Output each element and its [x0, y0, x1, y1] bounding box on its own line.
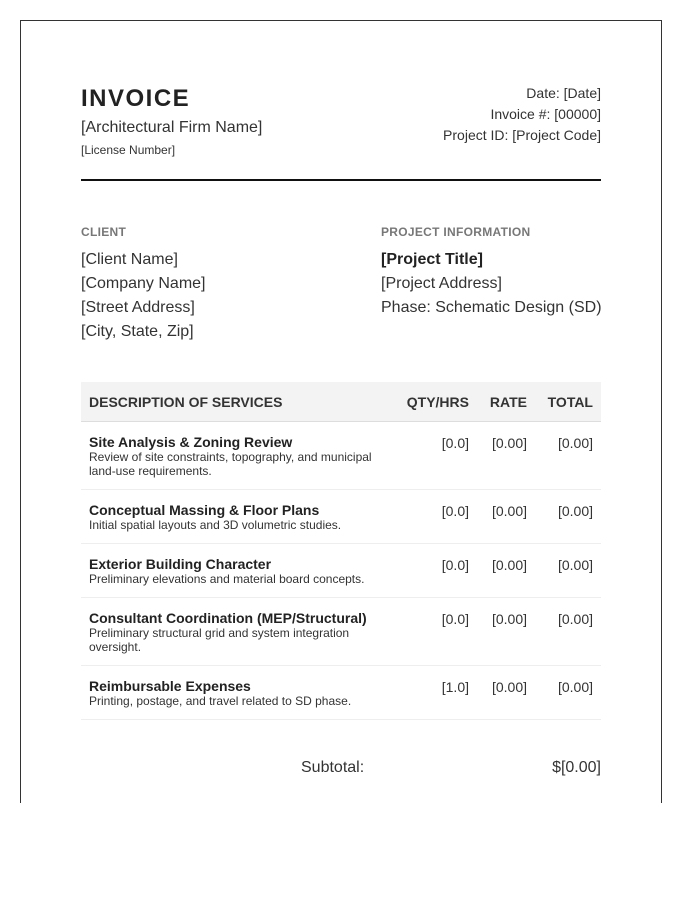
- service-total: [0.00]: [557, 503, 593, 519]
- client-city: [City, State, Zip]: [81, 323, 194, 340]
- service-qty: [0.0]: [441, 435, 469, 451]
- service-total: [0.00]: [557, 557, 593, 573]
- header-qty: QTY/HRS: [406, 394, 469, 410]
- header-description: DESCRIPTION OF SERVICES: [89, 394, 283, 410]
- service-description: Preliminary structural grid and system integration oversight.: [89, 626, 350, 654]
- service-title: Conceptual Massing & Floor Plans: [89, 502, 320, 518]
- service-qty: [1.0]: [441, 679, 469, 695]
- service-qty: [0.0]: [441, 503, 469, 519]
- project-phase: Phase: Schematic Design (SD): [381, 299, 602, 316]
- header-divider: [81, 179, 601, 181]
- service-qty: [0.0]: [441, 611, 469, 627]
- header-rate: RATE: [489, 394, 527, 410]
- service-description: Initial spatial layouts and 3D volumetric studies.: [89, 518, 342, 532]
- invoice-number: Invoice #: [00000]: [490, 106, 601, 122]
- invoice-meta: [443, 83, 601, 146]
- service-description: Preliminary elevations and material board concepts.: [89, 572, 365, 586]
- subtotal-row: [301, 759, 601, 793]
- row-description-cell: [89, 434, 379, 478]
- row-description-cell: [89, 502, 379, 533]
- firm-name: [Architectural Firm Name]: [81, 119, 263, 136]
- invoice-title: INVOICE: [81, 85, 191, 112]
- table-row: [81, 666, 601, 720]
- service-title: Site Analysis & Zoning Review: [89, 434, 293, 450]
- client-label: CLIENT: [81, 225, 127, 239]
- client-company: [Company Name]: [81, 275, 206, 292]
- table-header: [81, 382, 601, 422]
- service-description: Printing, postage, and travel related to SD phase.: [89, 694, 352, 708]
- service-title: Consultant Coordination (MEP/Structural): [89, 610, 367, 626]
- project-title: [Project Title]: [381, 251, 483, 268]
- service-rate: [0.00]: [491, 557, 527, 573]
- project-section: [381, 225, 621, 320]
- table-row: [81, 422, 601, 490]
- service-rate: [0.00]: [491, 435, 527, 451]
- services-table: [81, 382, 601, 720]
- project-id: Project ID: [Project Code]: [443, 127, 601, 143]
- invoice-page: [20, 20, 662, 803]
- service-description: Review of site constraints, topography, and municipal land-use requirements.: [89, 450, 372, 478]
- table-row: [81, 544, 601, 598]
- project-address: [Project Address]: [381, 275, 502, 292]
- client-section: [81, 225, 361, 344]
- service-title: Reimbursable Expenses: [89, 678, 251, 694]
- client-street: [Street Address]: [81, 299, 195, 316]
- subtotal-label: Subtotal:: [301, 759, 365, 776]
- totals-section: [301, 759, 601, 793]
- service-title: Exterior Building Character: [89, 556, 272, 572]
- project-label: PROJECT INFORMATION: [381, 225, 531, 239]
- row-description-cell: [89, 678, 379, 709]
- subtotal-value: $[0.00]: [552, 759, 601, 776]
- service-rate: [0.00]: [491, 679, 527, 695]
- client-name: [Client Name]: [81, 251, 178, 268]
- invoice-date: Date: [Date]: [526, 85, 601, 101]
- service-rate: [0.00]: [491, 503, 527, 519]
- service-qty: [0.0]: [441, 557, 469, 573]
- header-total: TOTAL: [547, 394, 593, 410]
- table-row: [81, 598, 601, 666]
- service-total: [0.00]: [557, 679, 593, 695]
- row-description-cell: [89, 556, 379, 587]
- service-total: [0.00]: [557, 611, 593, 627]
- license-number: [License Number]: [81, 143, 176, 157]
- service-rate: [0.00]: [491, 611, 527, 627]
- service-total: [0.00]: [557, 435, 593, 451]
- row-description-cell: [89, 610, 379, 654]
- table-row: [81, 490, 601, 544]
